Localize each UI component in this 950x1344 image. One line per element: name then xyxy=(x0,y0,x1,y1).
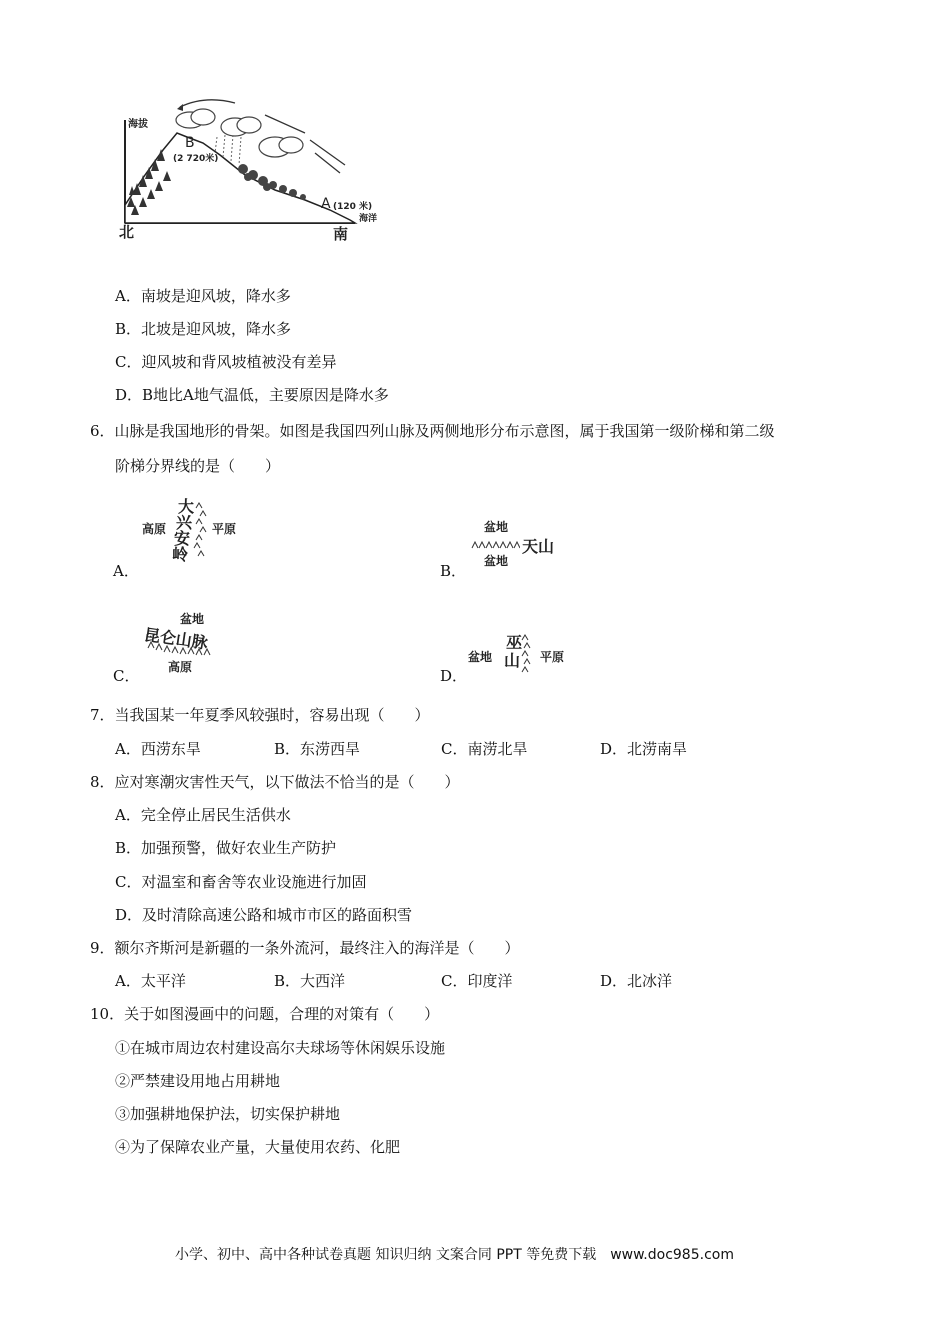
mountain-symbols xyxy=(520,632,534,676)
q6-stem-line2: 阶梯分界线的是（ ） xyxy=(115,457,281,475)
plateau-label: 高原 xyxy=(142,522,167,536)
q9-option-b: B．大西洋 xyxy=(274,972,346,990)
q8-option-c: C．对温室和畜舍等农业设施进行加固 xyxy=(115,873,367,891)
q6-stem-line1: 6．山脉是我国地形的骨架。如图是我国四列山脉及两侧地形分布示意图，属于我国第一级阶梯和第二级 xyxy=(90,422,775,440)
q9-option-d: D．北冰洋 xyxy=(600,972,673,990)
point-a-altitude: (120 米) xyxy=(333,202,373,212)
mountain-profile-diagram xyxy=(115,95,395,245)
q5-option-b: B．北坡是迎风坡，降水多 xyxy=(115,320,292,338)
basin-bottom-label: 盆地 xyxy=(484,554,509,568)
tianshan-label: 天山 xyxy=(522,537,555,556)
q5-option-a: A．南坡是迎风坡，降水多 xyxy=(115,287,291,305)
mountain-symbols xyxy=(192,500,210,560)
point-a-label: A xyxy=(321,196,331,212)
q6-option-c-figure xyxy=(140,606,250,676)
q6-option-b-letter: B． xyxy=(440,562,467,580)
q9-option-c: C．印度洋 xyxy=(441,972,513,990)
q6-option-d-figure xyxy=(468,628,578,678)
point-b-altitude: (2 720米) xyxy=(173,154,219,164)
q8-option-b: B．加强预警，做好农业生产防护 xyxy=(115,839,337,857)
south-label: 南 xyxy=(333,225,349,243)
basin-label: 盆地 xyxy=(180,612,205,626)
altitude-axis-label: 海拔 xyxy=(128,119,148,130)
mountain-symbols xyxy=(146,640,216,656)
q7-option-c: C．南涝北旱 xyxy=(441,740,528,758)
point-b-label: B xyxy=(185,135,195,151)
mountain-symbols xyxy=(470,538,520,550)
q10-item-4: ④为了保障农业产量，大量使用农药、化肥 xyxy=(115,1138,401,1156)
q10-item-3: ③加强耕地保护法，切实保护耕地 xyxy=(115,1105,341,1123)
plain-label: 平原 xyxy=(212,522,237,536)
q8-option-a: A．完全停止居民生活供水 xyxy=(115,806,291,824)
wushan-char-2: 山 xyxy=(504,651,521,670)
q9-option-a: A．太平洋 xyxy=(115,972,186,990)
q7-option-a: A．西涝东旱 xyxy=(115,740,201,758)
plateau-label: 高原 xyxy=(168,660,193,674)
q10-item-1: ①在城市周边农村建设高尔夫球场等休闲娱乐设施 xyxy=(115,1039,446,1057)
ocean-label: 海洋 xyxy=(359,214,378,224)
q10-stem: 10．关于如图漫画中的问题，合理的对策有（ ） xyxy=(90,1005,440,1023)
mountain-char-3: 安 xyxy=(174,529,191,548)
q6-option-d-letter: D． xyxy=(440,667,468,685)
q10-item-2: ②严禁建设用地占用耕地 xyxy=(115,1072,281,1090)
plain-label: 平原 xyxy=(540,650,565,664)
mountain-char-1: 大 xyxy=(178,497,195,516)
mountain-profile-figure xyxy=(115,95,395,245)
q6-option-a-figure xyxy=(140,492,250,562)
q8-option-d: D．及时清除高速公路和城市市区的路面积雪 xyxy=(115,906,413,924)
north-label: 北 xyxy=(119,223,135,241)
q6-option-b-figure xyxy=(468,518,588,568)
q6-option-a-letter: A． xyxy=(113,562,139,580)
wushan-char-1: 巫 xyxy=(506,633,523,652)
q5-option-d: D．B地比A地气温低，主要原因是降水多 xyxy=(115,386,389,404)
mountain-char-2: 兴 xyxy=(176,513,193,532)
kunlun-label: 昆仑山脉 xyxy=(142,624,209,653)
q5-option-c: C．迎风坡和背风坡植被没有差异 xyxy=(115,353,337,371)
q9-stem: 9．额尔齐斯河是新疆的一条外流河，最终注入的海洋是（ ） xyxy=(90,939,520,957)
q7-option-b: B．东涝西旱 xyxy=(274,740,361,758)
q6-option-c-letter: C． xyxy=(113,667,140,685)
q8-stem: 8．应对寒潮灾害性天气，以下做法不恰当的是（ ） xyxy=(90,773,460,791)
page-footer: 小学、初中、高中各种试卷真题 知识归纳 文案合同 PPT 等免费下载 www.doc985.com xyxy=(175,1247,734,1263)
q7-stem: 7．当我国某一年夏季风较强时，容易出现（ ） xyxy=(90,706,430,724)
basin-top-label: 盆地 xyxy=(484,520,509,534)
mountain-char-4: 岭 xyxy=(172,545,189,564)
basin-label: 盆地 xyxy=(468,650,493,664)
q7-option-d: D．北涝南旱 xyxy=(600,740,688,758)
